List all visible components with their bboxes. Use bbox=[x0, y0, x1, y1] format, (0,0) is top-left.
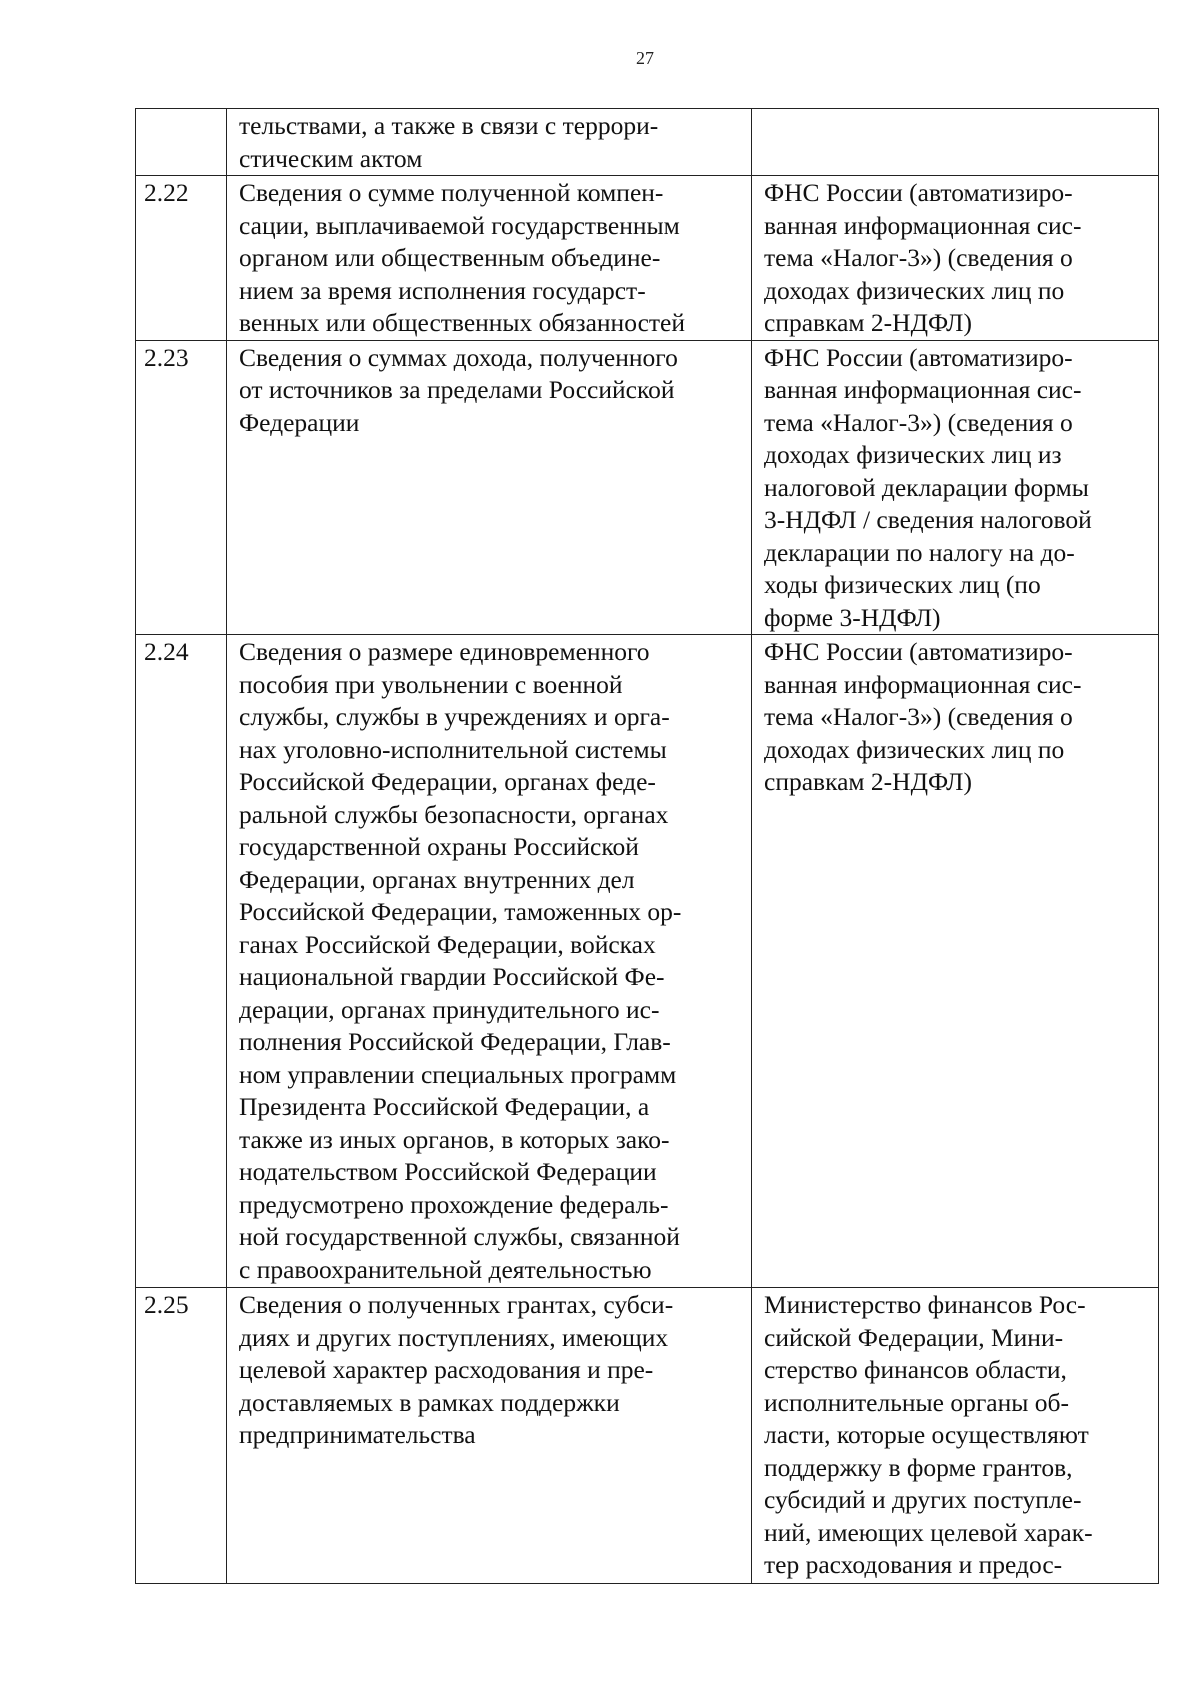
source-line: 3-НДФЛ / сведения налоговой bbox=[764, 505, 1092, 534]
description-line: Президента Российской Федерации, а bbox=[239, 1092, 650, 1121]
source-line: ФНС России (автоматизиро- bbox=[764, 342, 1073, 372]
description-line: службы, службы в учреждениях и орга- bbox=[239, 702, 670, 731]
table-row bbox=[136, 176, 1159, 341]
description-line: ганах Российской Федерации, войсках bbox=[239, 929, 656, 959]
table-row bbox=[136, 635, 1159, 1288]
source-line: доходах физических лиц по bbox=[764, 734, 1065, 764]
description-line: венных или общественных обязанностей bbox=[239, 308, 686, 337]
description-line: полнения Российской Федерации, Глав- bbox=[239, 1027, 671, 1056]
description-line: предпринимательства bbox=[239, 1420, 476, 1449]
source-line: ходы физических лиц (по bbox=[764, 570, 1041, 599]
description-line: сации, выплачиваемой государственным bbox=[239, 210, 680, 240]
description-line: с правоохранительной деятельностью bbox=[239, 1254, 652, 1284]
description-line: целевой характер расходования и пре- bbox=[239, 1355, 654, 1384]
row-number-cell bbox=[136, 176, 227, 341]
description-line: дерации, органах принудительного ис- bbox=[239, 994, 660, 1024]
description-line: Российской Федерации, таможенных ор- bbox=[239, 897, 682, 926]
description-line: Федерации bbox=[239, 407, 360, 437]
source-line: справкам 2-НДФЛ) bbox=[764, 767, 972, 796]
description-line: также из иных органов, в которых зако- bbox=[239, 1124, 670, 1154]
table-row bbox=[136, 340, 1159, 635]
description-line: стическим актом bbox=[239, 143, 423, 173]
description-line: Российской Федерации, органах феде- bbox=[239, 767, 656, 796]
source-line: ласти, которые осуществляют bbox=[764, 1420, 1089, 1449]
source-line: налоговой декларации формы bbox=[764, 472, 1089, 502]
source-line: тема «Налог-3») (сведения о bbox=[764, 243, 1073, 272]
description-line: ральной службы безопасности, органах bbox=[239, 799, 669, 829]
source-line: ФНС России (автоматизиро- bbox=[764, 637, 1073, 666]
table-row bbox=[136, 1288, 1159, 1584]
source-line: доходах физических лиц по bbox=[764, 275, 1065, 305]
description-line: Сведения о суммах дохода, полученного bbox=[239, 342, 678, 372]
source-line: субсидий и других поступле- bbox=[764, 1485, 1082, 1514]
description-line: нием за время исполнения государст- bbox=[239, 275, 646, 305]
description-line: ном управлении специальных программ bbox=[239, 1059, 677, 1089]
row-number-cell bbox=[136, 635, 227, 1288]
source-cell bbox=[752, 176, 1159, 341]
description-line: национальной гвардии Российской Фе- bbox=[239, 962, 665, 991]
description-line: нодательством Российской Федерации bbox=[239, 1157, 657, 1186]
source-cell bbox=[752, 635, 1159, 1288]
description-cell bbox=[227, 635, 752, 1288]
description-line: органом или общественным объедине- bbox=[239, 243, 661, 272]
row-number: 2.24 bbox=[144, 637, 189, 666]
source-line: стерство финансов области, bbox=[764, 1355, 1067, 1384]
description-line: Федерации, органах внутренних дел bbox=[239, 864, 635, 894]
source-line: тер расходования и предос- bbox=[764, 1550, 1063, 1579]
source-line: декларации по налогу на до- bbox=[764, 537, 1075, 567]
description-line: тельствами, а также в связи с террори- bbox=[239, 111, 659, 140]
table-row bbox=[136, 109, 1159, 176]
source-line: ванная информационная сис- bbox=[764, 210, 1082, 240]
source-line: ний, имеющих целевой харак- bbox=[764, 1517, 1093, 1547]
source-line: форме 3-НДФЛ) bbox=[764, 602, 941, 632]
row-number-cell bbox=[136, 340, 227, 635]
description-line: государственной охраны Российской bbox=[239, 832, 639, 861]
description-line: нах уголовно-исполнительной системы bbox=[239, 734, 667, 764]
description-cell bbox=[227, 1288, 752, 1584]
source-line: ванная информационная сис- bbox=[764, 375, 1082, 404]
description-line: доставляемых в рамках поддержки bbox=[239, 1387, 620, 1417]
description-line: Сведения о сумме полученной компен- bbox=[239, 178, 664, 207]
source-line: тема «Налог-3») (сведения о bbox=[764, 407, 1073, 437]
source-line: ванная информационная сис- bbox=[764, 669, 1082, 699]
source-line: доходах физических лиц из bbox=[764, 440, 1062, 469]
description-line: пособия при увольнении с военной bbox=[239, 669, 623, 699]
description-line: от источников за пределами Российской bbox=[239, 375, 675, 404]
description-line: Сведения о полученных грантах, субси- bbox=[239, 1290, 674, 1319]
description-cell bbox=[227, 340, 752, 635]
page-number: 27 bbox=[636, 48, 654, 68]
document-table bbox=[135, 108, 1159, 1584]
description-line: предусмотрено прохождение федераль- bbox=[239, 1189, 669, 1219]
source-line: тема «Налог-3») (сведения о bbox=[764, 702, 1073, 731]
description-line: Сведения о размере единовременного bbox=[239, 637, 650, 666]
description-cell bbox=[227, 109, 752, 176]
source-cell bbox=[752, 340, 1159, 635]
source-line: справкам 2-НДФЛ) bbox=[764, 308, 972, 337]
source-line: Министерство финансов Рос- bbox=[764, 1290, 1086, 1319]
source-cell bbox=[752, 109, 1159, 176]
source-line: поддержку в форме грантов, bbox=[764, 1452, 1073, 1482]
description-line: ной государственной службы, связанной bbox=[239, 1222, 680, 1251]
row-number: 2.25 bbox=[144, 1290, 189, 1319]
description-cell bbox=[227, 176, 752, 341]
source-line: сийской Федерации, Мини- bbox=[764, 1322, 1064, 1352]
row-number: 2.23 bbox=[144, 342, 189, 372]
source-line: исполнительные органы об- bbox=[764, 1387, 1069, 1417]
source-line: ФНС России (автоматизиро- bbox=[764, 178, 1073, 207]
description-line: диях и других поступлениях, имеющих bbox=[239, 1322, 669, 1352]
row-number-cell bbox=[136, 109, 227, 176]
row-number-cell bbox=[136, 1288, 227, 1584]
row-number: 2.22 bbox=[144, 178, 189, 207]
source-cell bbox=[752, 1288, 1159, 1584]
